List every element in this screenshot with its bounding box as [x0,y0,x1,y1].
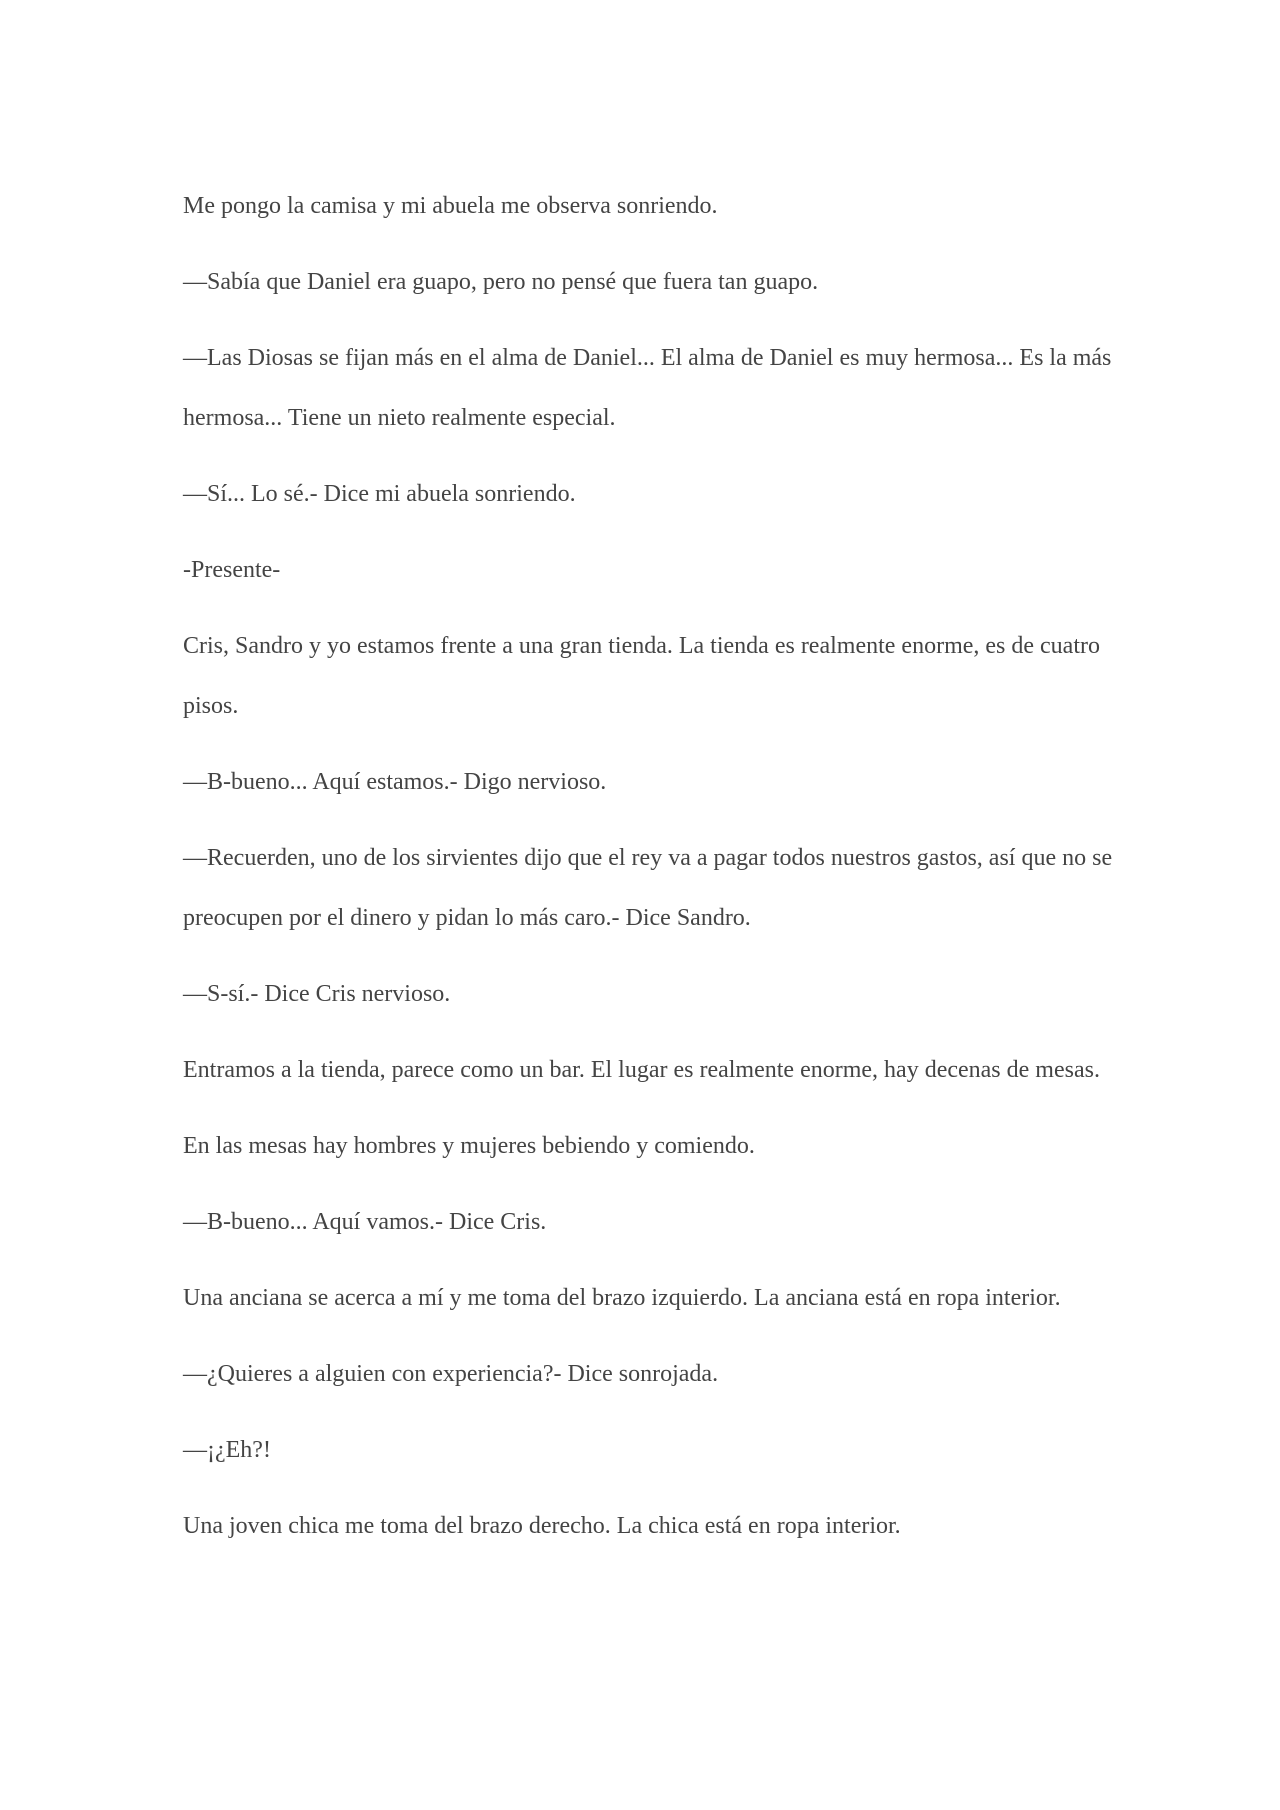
paragraph: Cris, Sandro y yo estamos frente a una gran tienda. La tienda es realmente enorme, es de cuatro pisos. [183,633,1100,719]
paragraph: —B-bueno... Aquí estamos.- Digo nervioso. [183,769,607,795]
paragraph: Una joven chica me toma del brazo derecho. La chica está en ropa interior. [183,1513,901,1539]
paragraph: —¿Quieres a alguien con experiencia?- Dice sonrojada. [183,1361,719,1387]
paragraph: Entramos a la tienda, parece como un bar. El lugar es realmente enorme, hay decenas de mesas. [183,1057,1100,1083]
paragraph: —Sabía que Daniel era guapo, pero no pensé que fuera tan guapo. [183,269,819,295]
paragraph: —Las Diosas se fijan más en el alma de Daniel... El alma de Daniel es muy hermosa... Es la más hermosa... Tiene un nieto realmente especial. [183,345,1112,431]
section-marker: -Presente- [183,557,281,583]
paragraph: Me pongo la camisa y mi abuela me observa sonriendo. [183,193,718,219]
paragraph: Una anciana se acerca a mí y me toma del brazo izquierdo. La anciana está en ropa interior. [183,1285,1061,1311]
paragraph: —Recuerden, uno de los sirvientes dijo que el rey va a pagar todos nuestros gastos, así que no se preocupen por el dinero y pidan lo más caro.- Dice Sandro. [183,845,1113,931]
paragraph: En las mesas hay hombres y mujeres bebiendo y comiendo. [183,1133,755,1159]
paragraph: —¡¿Eh?! [183,1437,271,1463]
paragraph: —S-sí.- Dice Cris nervioso. [183,981,451,1007]
document-body [183,176,1113,1572]
paragraph: —Sí... Lo sé.- Dice mi abuela sonriendo. [183,481,576,507]
paragraph: —B-bueno... Aquí vamos.- Dice Cris. [183,1209,547,1235]
